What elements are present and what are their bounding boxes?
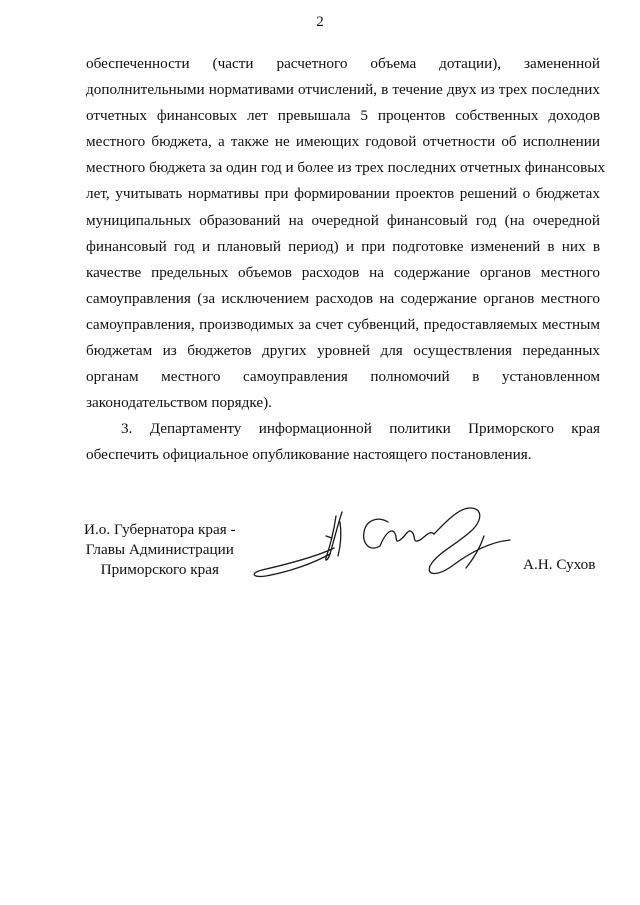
paragraph-line: органам местного самоуправления полномочий в установленном bbox=[86, 368, 600, 386]
signature-title-line: Приморского края bbox=[100, 561, 219, 578]
paragraph-line: муниципальных образований на очередной финансовый год (на очередной bbox=[86, 211, 600, 229]
paragraph-line: финансовый год и плановый период) и при подготовке изменений в них в bbox=[86, 237, 600, 255]
signature-title-block bbox=[84, 520, 236, 580]
signature-title-line: Главы Администрации bbox=[85, 541, 234, 558]
paragraph-line: местного бюджета, а также не имеющих годовой отчетности об исполнении bbox=[86, 133, 600, 151]
body-text bbox=[86, 51, 606, 469]
paragraph-line: 3. Департаменту информационной политики Приморского края bbox=[121, 420, 600, 438]
paragraph-line: лет, учитывать нормативы при формировании проектов решений о бюджетах bbox=[86, 185, 600, 203]
paragraph-line: обеспеченности (части расчетного объема дотации), замененной bbox=[86, 55, 600, 72]
paragraph-line: бюджетам из бюджетов других уровней для осуществления переданных bbox=[86, 342, 600, 360]
paragraph-line: самоуправления, производимых за счет субвенций, предоставляемых местным bbox=[86, 315, 600, 333]
paragraph-line: законодательством порядке). bbox=[86, 394, 272, 412]
paragraph-line: дополнительными нормативами отчислений, в течение двух из трех последних bbox=[86, 81, 600, 99]
page-number: 2 bbox=[316, 14, 324, 30]
paragraph-line: местного бюджета за один год и более из трех последних отчетных финансовых bbox=[86, 159, 606, 177]
paragraph-line: самоуправления (за исключением расходов на содержание органов местного bbox=[86, 289, 600, 307]
signer-name: А.Н. Сухов bbox=[523, 556, 596, 573]
paragraph-line: обеспечить официальное опубликование настоящего постановления. bbox=[86, 446, 532, 464]
paragraph-line: качестве предельных объемов расходов на содержание органов местного bbox=[86, 263, 600, 281]
signature-title-line: И.о. Губернатора края - bbox=[84, 521, 236, 538]
handwritten-signature bbox=[248, 496, 518, 592]
paragraph-line: отчетных финансовых лет превышала 5 процентов собственных доходов bbox=[86, 107, 600, 125]
